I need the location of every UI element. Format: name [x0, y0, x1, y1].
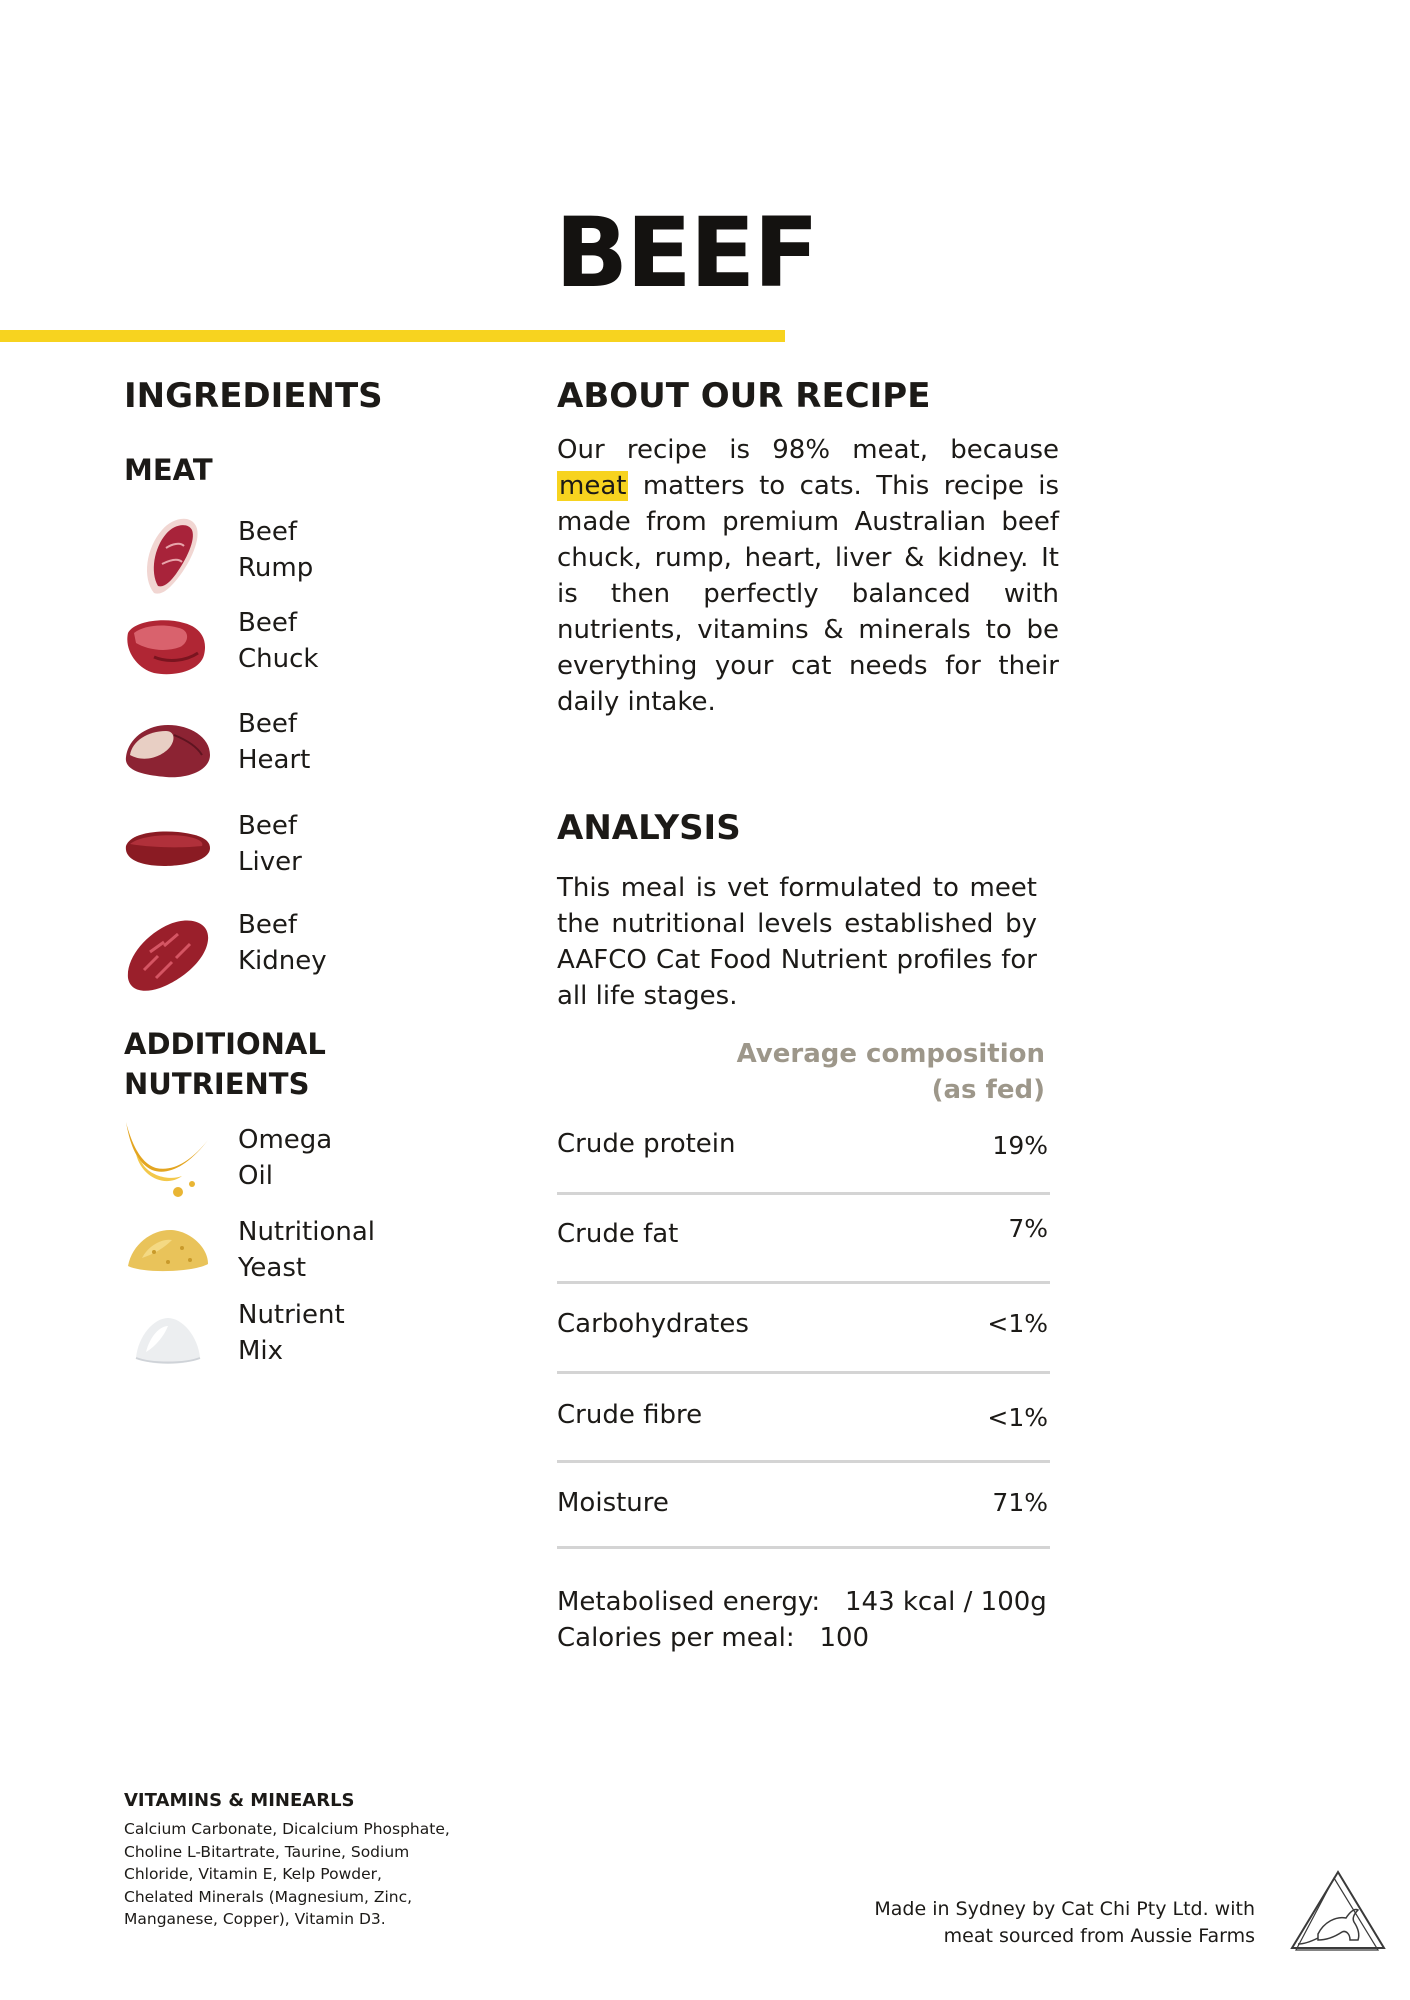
analysis-row-value: 7% [1008, 1214, 1048, 1243]
analysis-row-value: <1% [987, 1403, 1048, 1432]
metabolised-energy: Metabolised energy: 143 kcal / 100g [557, 1587, 1047, 1617]
accent-bar [0, 330, 785, 342]
analysis-row-label: Crude protein [557, 1129, 736, 1159]
composition-header: Average composition (as fed) [736, 1039, 1045, 1105]
row-divider [557, 1546, 1050, 1549]
about-heading: ABOUT OUR RECIPE [557, 376, 931, 416]
ingredient-beef-chuck: Beef Chuck [238, 608, 319, 674]
about-text: Our recipe is 98% meat, because meat matters to cats. This recipe is made from premium Australian beef chuck, rump, heart, liver & kidney. It is then perfectly balanced with nutrients, vitamins & minerals to be everything your cat needs for their daily intake. [557, 435, 1059, 717]
beef-rump-image [132, 508, 222, 598]
calories-per-meal: Calories per meal: 100 [557, 1623, 870, 1653]
row-divider [557, 1371, 1050, 1374]
additional-nutrients-heading: ADDITIONAL NUTRIENTS [124, 1027, 326, 1101]
analysis-text: This meal is vet formulated to meet the nutritional levels established by AAFCO Cat Food Nutrient profiles for all life stages. [557, 873, 1037, 1011]
ingredient-beef-heart: Beef Heart [238, 709, 311, 775]
analysis-row-label: Crude fibre [557, 1400, 703, 1430]
beef-liver-image [124, 804, 214, 894]
highlighted-word: meat [559, 471, 627, 501]
vitamins-heading: VITAMINS & MINEARLS [124, 1790, 355, 1811]
nutritional-yeast-image [124, 1204, 214, 1294]
analysis-row-label: Moisture [557, 1488, 669, 1518]
analysis-heading: ANALYSIS [557, 808, 741, 848]
analysis-row-value: 19% [992, 1131, 1048, 1160]
kangaroo-logo-icon [1288, 1868, 1388, 1954]
ingredient-beef-kidney: Beef Kidney [238, 910, 327, 976]
meat-heading: MEAT [124, 453, 213, 487]
page-title: BEEF [555, 197, 817, 309]
ingredients-heading: INGREDIENTS [124, 376, 383, 416]
analysis-row-value: 71% [992, 1488, 1048, 1517]
row-divider [557, 1281, 1050, 1284]
analysis-row-label: Crude fat [557, 1219, 679, 1249]
ingredient-beef-rump: Beef Rump [238, 517, 314, 583]
ingredient-nutrient-mix: Nutrient Mix [238, 1300, 345, 1366]
ingredient-beef-liver: Beef Liver [238, 811, 302, 877]
row-divider [557, 1192, 1050, 1195]
ingredient-nutritional-yeast: Nutritional Yeast [238, 1217, 375, 1283]
beef-heart-image [124, 705, 214, 795]
ingredient-omega-oil: Omega Oil [238, 1125, 333, 1191]
nutrient-mix-image [124, 1288, 214, 1378]
beef-kidney-image [124, 908, 214, 998]
vitamins-text: Calcium Carbonate, Dicalcium Phosphate, Choline L-Bitartrate, Taurine, Sodium Chloride, Vitamin E, Kelp Powder, Chelated Minerals (Magnesium, Zinc, Manganese, Copper), Vitamin D3. [124, 1820, 450, 1928]
analysis-row-value: <1% [987, 1309, 1048, 1338]
row-divider [557, 1460, 1050, 1463]
footer-note: Made in Sydney by Cat Chi Pty Ltd. with meat sourced from Aussie Farms [874, 1898, 1255, 1947]
omega-oil-image [122, 1114, 212, 1204]
beef-chuck-image [124, 603, 214, 693]
analysis-row-label: Carbohydrates [557, 1309, 749, 1339]
